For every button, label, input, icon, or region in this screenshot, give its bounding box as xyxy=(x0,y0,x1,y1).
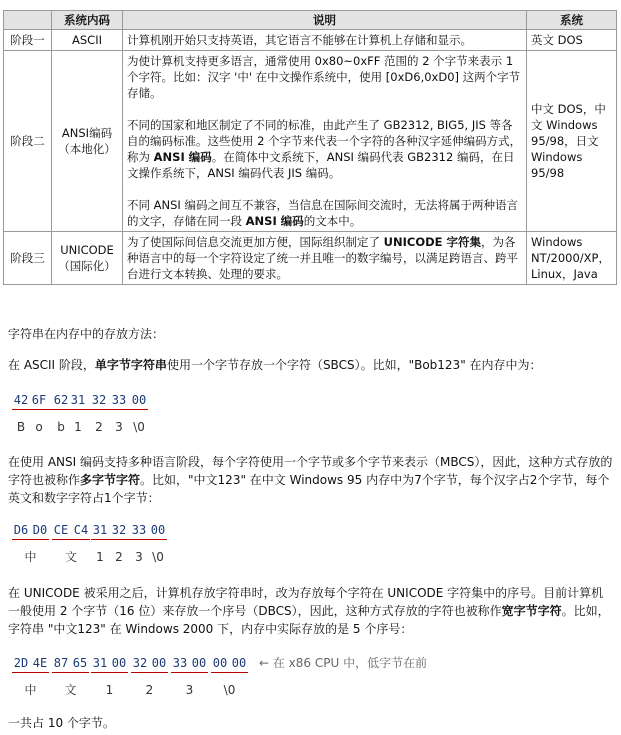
total-bytes-text xyxy=(8,714,614,732)
hex-byte: 31 xyxy=(70,393,86,407)
text-run: 计算机刚开始只支持英语，其它语言不能够在计算机上存储和显示。 xyxy=(127,33,472,47)
stage-cell: 阶段二 xyxy=(4,51,52,232)
hex-byte: 62 xyxy=(53,393,69,407)
header-stage xyxy=(4,11,52,30)
desc-paragraph xyxy=(127,53,522,101)
byte-underline xyxy=(12,409,148,410)
char-label: 3 xyxy=(135,550,143,564)
hex-byte: C4 xyxy=(73,523,89,537)
byte-underline xyxy=(131,672,168,673)
stage-cell: 阶段三 xyxy=(4,232,52,285)
desc-paragraph xyxy=(127,117,522,181)
hex-byte: 00 xyxy=(151,656,167,670)
text-run: 字符串在内存中的存放方法： xyxy=(8,327,165,341)
hex-byte: CE xyxy=(53,523,69,537)
text-run: 的文本中。 xyxy=(303,214,362,228)
char-label: o xyxy=(35,420,43,434)
byte-underline xyxy=(91,539,167,540)
byte-underline xyxy=(91,672,128,673)
char-label: 3 xyxy=(185,683,194,697)
char-label: 文 xyxy=(64,550,77,564)
text-run: ，为各种语言中的每一个字符设定了统一并且唯一的数字编号，以满足跨语言、跨平台进行文本转换、处理的要求。 xyxy=(127,235,518,281)
text-run: 。在简体中文系统下，ANSI 编码代表 GB2312 编码，在日文操作系统下，ANSI 编码代表 JIS 编码。 xyxy=(127,150,515,180)
text-run: 不同的国家和地区制定了不同的标准，由此产生了 GB2312, BIG5, JIS 等各自的编码标准。这些使用 2 个字节来代表一个字符的各种汉字延伸编码方式，称为 xyxy=(127,118,522,164)
os-cell: Windows NT/2000/XP，Linux，Java xyxy=(527,232,617,285)
byte-underline xyxy=(171,672,208,673)
table-row xyxy=(4,30,617,51)
hex-byte: 00 xyxy=(111,656,127,670)
char-label: 中 xyxy=(24,550,37,564)
text-run: 。比如，字符串 "中文123" 在 Windows 2000 下，内存中实际存放的是 5 个序号： xyxy=(8,604,610,636)
hex-byte: 32 xyxy=(91,393,107,407)
desc-cell xyxy=(123,232,527,285)
text-run: 在 ASCII 阶段， xyxy=(8,358,95,372)
text-run: 在 UNICODE 被采用之后，计算机存放字符串时，改为存放每个字符在 UNICODE 字符集中的序号。目前计算机一般使用 2 个字节（16 位）来存放一个序号（DBCS），因此，这种方式存放的字符也被称作 xyxy=(8,586,604,618)
text-run: 为了使国际间信息交流更加方便，国际组织制定了 xyxy=(127,235,384,249)
byte-underline xyxy=(52,672,89,673)
header-code: 系统内码 xyxy=(52,11,123,30)
text-run: 。比如，"中文123" 在中文 Windows 95 内存中为7个字节，每个汉字占2个字节，每个英文和数字字符占1个字节： xyxy=(8,473,610,505)
char-label: \0 xyxy=(133,420,145,434)
hex-byte: D6 xyxy=(13,523,29,537)
hex-byte: 2D xyxy=(13,656,29,670)
char-label: 1 xyxy=(96,550,104,564)
char-label: 1 xyxy=(105,683,114,697)
char-label: 2 xyxy=(115,550,123,564)
header-os: 系统 xyxy=(527,11,617,30)
table-row xyxy=(4,51,617,232)
char-label: b xyxy=(57,420,65,434)
os-cell: 中文 DOS，中文 Windows 95/98，日文 Windows 95/98 xyxy=(527,51,617,232)
hex-byte: 31 xyxy=(92,656,108,670)
hex-byte: 32 xyxy=(132,656,148,670)
unicode-paragraph xyxy=(8,584,614,638)
hex-byte: 00 xyxy=(191,656,207,670)
hex-byte: 00 xyxy=(131,393,147,407)
hex-byte: 4E xyxy=(32,656,48,670)
encoding-table xyxy=(3,10,617,285)
hex-byte: 65 xyxy=(72,656,88,670)
hex-byte: 31 xyxy=(92,523,108,537)
code-cell: ANSI编码（本地化） xyxy=(52,51,123,232)
ascii-paragraph xyxy=(8,356,614,374)
storage-intro-text xyxy=(8,325,614,343)
os-cell: 英文 DOS xyxy=(527,30,617,51)
char-label: 1 xyxy=(74,420,82,434)
byte-underline xyxy=(211,672,248,673)
hex-byte: 33 xyxy=(172,656,188,670)
char-label: 中 xyxy=(24,683,37,697)
emphasis-text: UNICODE 字符集 xyxy=(383,235,482,249)
byte-underline xyxy=(12,539,49,540)
text-run: 一共占 10 个字节。 xyxy=(8,716,115,730)
byte-underline xyxy=(12,672,49,673)
emphasis-text: 单字节字符串 xyxy=(94,358,167,372)
desc-paragraph xyxy=(127,32,522,48)
hex-byte: 00 xyxy=(212,656,228,670)
code-cell: UNICODE（国际化） xyxy=(52,232,123,285)
emphasis-text: 宽字节字符 xyxy=(501,604,562,618)
text-run: 在使用 ANSI 编码支持多种语言阶段，每个字符使用一个字节或多个字节来表示（MBCS），因此，这种方式存放的字符也被称作 xyxy=(8,455,613,487)
desc-paragraph xyxy=(127,234,522,282)
hex-byte: 6F xyxy=(31,393,47,407)
hex-byte: 87 xyxy=(53,656,69,670)
char-label: 2 xyxy=(95,420,103,434)
hex-byte: 42 xyxy=(13,393,29,407)
emphasis-text: 多字节字符 xyxy=(80,473,141,487)
hex-byte: 33 xyxy=(111,393,127,407)
desc-cell xyxy=(123,51,527,232)
hex-byte: D0 xyxy=(32,523,48,537)
hex-byte: 00 xyxy=(231,656,247,670)
stage-cell: 阶段一 xyxy=(4,30,52,51)
table-header-row xyxy=(4,11,617,30)
emphasis-text: ANSI 编码 xyxy=(245,214,304,228)
text-run: 不同 ANSI 编码之间互不兼容，当信息在国际间交流时，无法将属于两种语言的文字，存储在同一段 xyxy=(127,198,518,228)
char-label: \0 xyxy=(223,683,236,697)
char-label: B xyxy=(16,420,26,434)
emphasis-text: ANSI 编码 xyxy=(153,150,212,164)
desc-cell xyxy=(123,30,527,51)
hex-byte: 00 xyxy=(150,523,166,537)
header-desc: 说明 xyxy=(123,11,527,30)
table-row xyxy=(4,232,617,285)
code-cell: ASCII xyxy=(52,30,123,51)
text-run: 使用一个字节存放一个字符（SBCS）。比如，"Bob123" 在内存中为： xyxy=(166,358,542,372)
endianness-note: ← 在 x86 CPU 中，低字节在前 xyxy=(259,656,428,670)
ansi-paragraph xyxy=(8,453,614,507)
char-label: \0 xyxy=(152,550,164,564)
char-label: 3 xyxy=(115,420,123,434)
byte-underline xyxy=(52,539,90,540)
hex-byte: 33 xyxy=(131,523,147,537)
char-label: 2 xyxy=(145,683,154,697)
text-run: 为使计算机支持更多语言，通常使用 0x80~0xFF 范围的 2 个字节来表示 1 个字符。比如：汉字 '中' 在中文操作系统中，使用 [0xD6,0xD0] 这两个字节存储。 xyxy=(127,54,521,100)
hex-byte: 32 xyxy=(111,523,127,537)
desc-paragraph xyxy=(127,197,522,229)
char-label: 文 xyxy=(64,683,77,697)
